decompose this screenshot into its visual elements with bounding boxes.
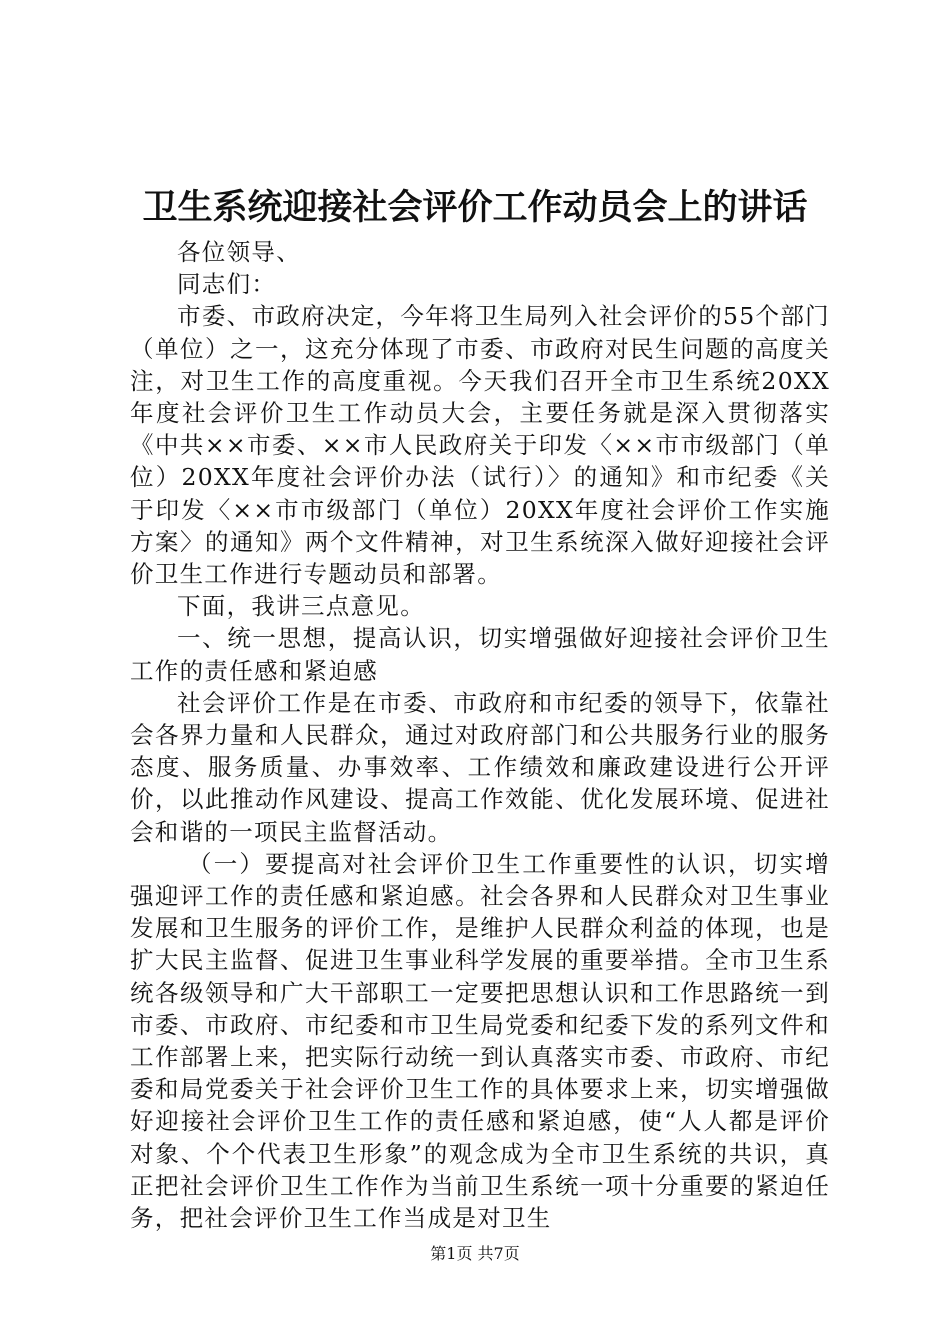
paragraph-intro: 市委、市政府决定，今年将卫生局列入社会评价的55个部门（单位）之一，这充分体现了市委、市政府对民生问题的高度关注，对卫生工作的高度重视。今天我们召开全市卫生系统20XX年度社会评价卫生工作动员大会，主要任务就是深入贯彻落实《中共××市委、××市人民政府关于印发〈××市市级部门（单位）20XX年度社会评价办法（试行）〉的通知》和市纪委《关于印发〈××市市级部门（单位）20XX年度社会评价工作实施方案〉的通知》两个文件精神，对卫生系统深入做好迎接社会评价卫生工作进行专题动员和部署。 xyxy=(130,302,830,589)
page-footer: 第1页 共7页 xyxy=(430,1244,520,1263)
paragraph-definition: 社会评价工作是在市委、市政府和市纪委的领导下，依靠社会各界力量和人民群众，通过对政府部门和公共服务行业的服务态度、服务质量、办事效率、工作绩效和廉政建设进行公开评价，以此推动作风建设、提高工作效能、优化发展环境、促进社会和谐的一项民主监督活动。 xyxy=(130,688,830,846)
salutation-line-2: 同志们： xyxy=(177,270,277,299)
document-body xyxy=(130,236,830,1234)
section-heading-1: 一、统一思想，提高认识，切实增强做好迎接社会评价卫生工作的责任感和紧迫感 xyxy=(130,624,830,685)
document-title: 卫生系统迎接社会评价工作动员会上的讲话 xyxy=(142,187,808,228)
paragraph-point-1: （一）要提高对社会评价卫生工作重要性的认识，切实增强迎评工作的责任感和紧迫感。社会各界和人民群众对卫生事业发展和卫生服务的评价工作，是维护人民群众利益的体现，也是扩大民主监督、促进卫生事业科学发展的重要举措。全市卫生系统各级领导和广大干部职工一定要把思想认识和工作思路统一到市委、市政府、市纪委和市卫生局党委和纪委下发的系列文件和工作部署上来，把实际行动统一到认真落实市委、市政府、市纪委和局党委关于社会评价卫生工作的具体要求上来，切实增强做好迎接社会评价卫生工作的责任感和紧迫感，使“人人都是评价对象、个个代表卫生形象”的观念成为全市卫生系统的共识，真正把社会评价卫生工作作为当前卫生系统一项十分重要的紧迫任务，把社会评价卫生工作当成是对卫生 xyxy=(130,849,830,1233)
salutation-line-1: 各位领导、 xyxy=(177,238,301,266)
paragraph-outline: 下面，我讲三点意见。 xyxy=(177,592,425,621)
